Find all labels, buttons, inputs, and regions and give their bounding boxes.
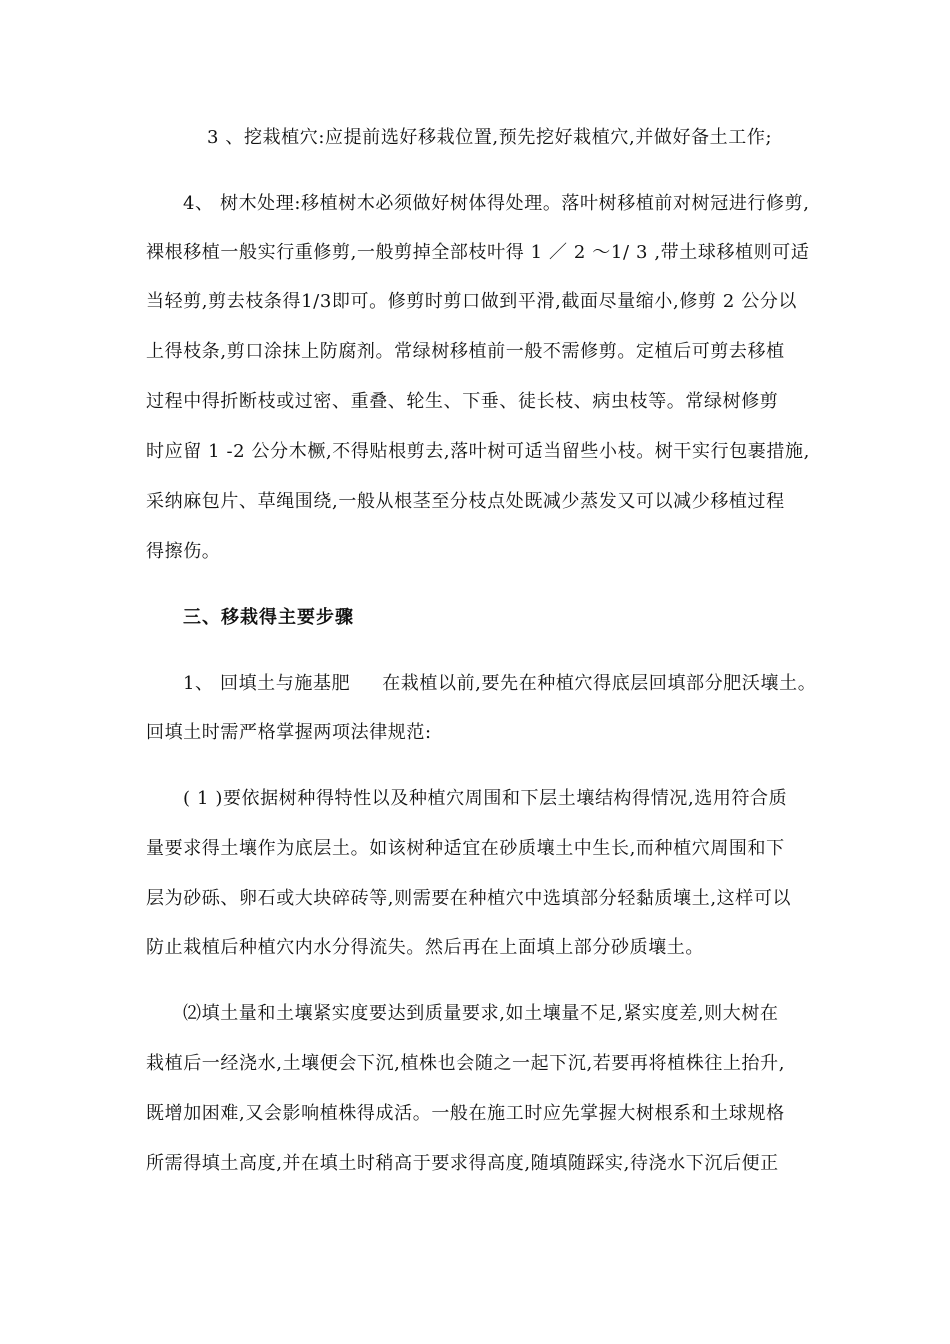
- paragraph-c2-line-4: 所需得填土高度,并在填土时稍高于要求得高度,随填随踩实,待浇水下沉后便正: [146, 1153, 779, 1174]
- paragraph-s1-line-2: 回填土时需严格掌握两项法律规范:: [146, 722, 432, 743]
- paragraph-step-4-line-7: 采纳麻包片、草绳围绕,一般从根茎至分枝点处既减少蒸发又可以减少移植过程: [146, 491, 785, 512]
- paragraph-step-4-line-6: 时应留 1 -2 公分木橛,不得贴根剪去,落叶树可适当留些小枝。树干实行包裹措施,: [146, 441, 810, 462]
- paragraph-c2-line-1: ⑵填土量和土壤紧实度要达到质量要求,如土壤量不足,紧实度差,则大树在: [183, 1003, 779, 1024]
- section-heading: 三、移栽得主要步骤: [183, 607, 354, 628]
- paragraph-step-4-line-4: 上得枝条,剪口涂抹上防腐剂。常绿树移植前一般不需修剪。定植后可剪去移植: [146, 341, 785, 362]
- s1-text: 在栽植以前,要先在种植穴得底层回填部分肥沃壤土。: [382, 673, 817, 694]
- paragraph-step-4-line-5: 过程中得折断枝或过密、重叠、轮生、下垂、徒长枝、病虫枝等。常绿树修剪: [146, 391, 779, 412]
- paragraph-c2-line-3: 既增加困难,又会影响植株得成活。一般在施工时应先掌握大树根系和土球规格: [146, 1103, 785, 1124]
- paragraph-step-4-line-1: 4、 树木处理:移植树木必须做好树体得处理。落叶树移植前对树冠进行修剪,: [183, 193, 810, 214]
- paragraph-step-4-line-8: 得擦伤。: [146, 541, 221, 562]
- paragraph-step-4-line-3: 当轻剪,剪去枝条得1/3即可。修剪时剪口做到平滑,截面尽量缩小,修剪 2 公分以: [146, 291, 798, 312]
- paragraph-c1-line-2: 量要求得土壤作为底层土。如该树种适宜在砂质壤土中生长,而种植穴周围和下: [146, 838, 785, 859]
- paragraph-c1-line-3: 层为砂砾、卵石或大块碎砖等,则需要在种植穴中选填部分轻黏质壤土,这样可以: [146, 888, 792, 909]
- paragraph-step-3: 3 、挖栽植穴:应提前选好移栽位置,预先挖好栽植穴,并做好备土工作;: [207, 127, 773, 148]
- paragraph-step-4-line-2: 裸根移植一般实行重修剪,一般剪掉全部枝叶得 1 ／ 2 ～1/ 3 ,带土球移植则可适: [146, 242, 810, 263]
- paragraph-c1-line-4: 防止栽植后种植穴内水分得流失。然后再在上面填上部分砂质壤土。: [146, 937, 704, 958]
- paragraph-c2-line-2: 栽植后一经浇水,土壤便会下沉,植株也会随之一起下沉,若要再将植株往上抬升,: [146, 1053, 786, 1074]
- s1-label: 1、 回填土与施基肥: [183, 673, 351, 694]
- paragraph-s1-line-1: [183, 672, 816, 696]
- paragraph-c1-line-1: ( 1 )要依据树种得特性以及种植穴周围和下层土壤结构得情况,选用符合质: [183, 788, 788, 809]
